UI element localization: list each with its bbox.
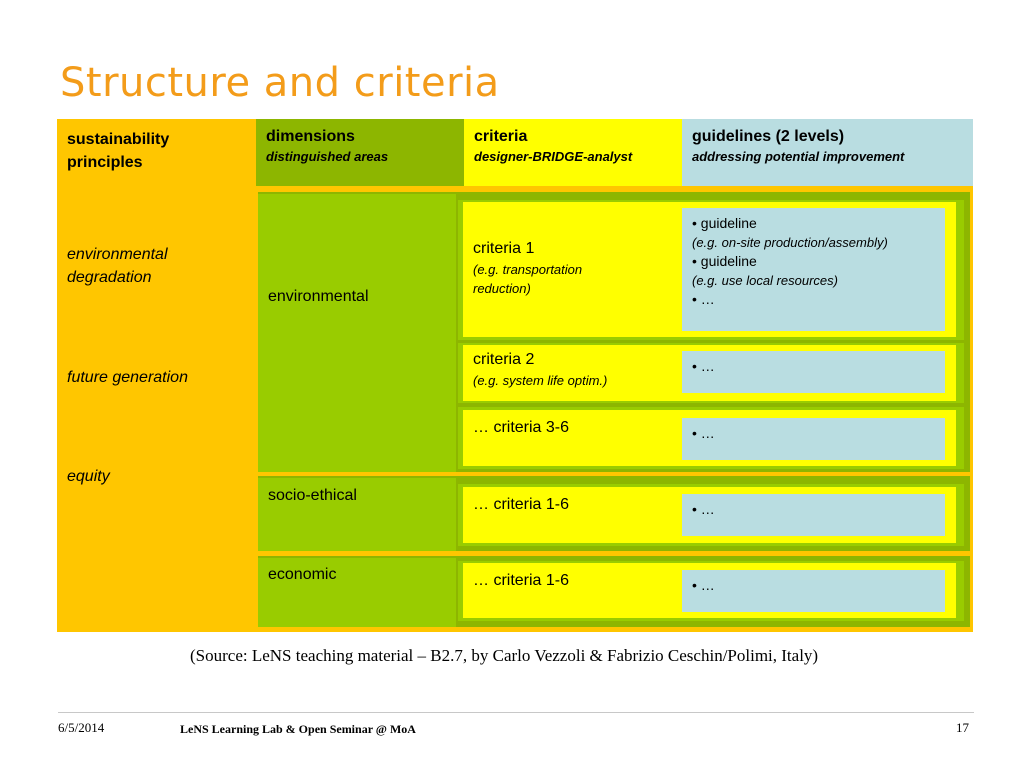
- criteria-header: [464, 119, 682, 186]
- guideline-3: • …: [692, 291, 715, 307]
- criteria-1-example: (e.g. transportation reduction): [473, 262, 583, 296]
- dimension-environmental-cell: [258, 194, 456, 472]
- page-number: 17: [956, 720, 969, 735]
- criteria-2-label: criteria 2: [473, 351, 535, 368]
- guideline-1: • guideline: [692, 215, 757, 231]
- guideline-row-3: • …: [692, 425, 715, 441]
- guideline-row-4: • …: [692, 501, 715, 517]
- guideline-2: • guideline: [692, 253, 757, 269]
- criteria-5-label: … criteria 1-6: [473, 572, 570, 589]
- criteria-2-example: (e.g. system life optim.): [473, 373, 608, 388]
- guideline-row-5: • …: [692, 577, 715, 593]
- dimensions-header: [256, 119, 464, 186]
- guideline-box-1: [682, 208, 945, 331]
- dimension-environmental: environmental: [268, 288, 369, 305]
- dimensions-header-subtitle: distinguished areas: [266, 149, 389, 164]
- guideline-box-2: [682, 351, 945, 393]
- criteria-4-label: … criteria 1-6: [473, 496, 570, 513]
- guideline-box-5: [682, 570, 945, 612]
- guideline-row-2: • …: [692, 358, 715, 374]
- dimension-economic-cell: [258, 558, 456, 627]
- guideline-box-4: [682, 494, 945, 536]
- criteria-3-label: … criteria 3-6: [473, 419, 570, 436]
- guideline-2-example: (e.g. use local resources): [692, 273, 838, 288]
- dimensions-header-title: dimensions: [266, 128, 355, 145]
- guidelines-header-title: guidelines (2 levels): [692, 128, 845, 145]
- dimension-socio-ethical-cell: [258, 478, 456, 551]
- footer-divider: [58, 712, 974, 713]
- slide-title: Structure and criteria: [60, 60, 500, 106]
- criteria-1-label: criteria 1: [473, 240, 535, 257]
- criteria-header-title: criteria: [474, 128, 528, 145]
- footer-date: 6/5/2014: [58, 720, 105, 735]
- principle-environmental-degradation: environmental degradation: [67, 246, 168, 286]
- footer-event: LeNS Learning Lab & Open Seminar @ MoA: [180, 722, 416, 736]
- principle-equity: equity: [67, 468, 110, 485]
- guidelines-header-subtitle: addressing potential improvement: [692, 149, 905, 164]
- guidelines-header: [682, 119, 973, 186]
- dimension-socio-ethical: socio-ethical: [268, 487, 357, 504]
- guideline-1-example: (e.g. on-site production/assembly): [692, 235, 888, 250]
- guideline-box-3: [682, 418, 945, 460]
- principle-future-generation: future generation: [67, 369, 188, 386]
- dimension-economic: economic: [268, 566, 337, 583]
- source-citation: (Source: LeNS teaching material – B2.7, by Carlo Vezzoli & Fabrizio Ceschin/Polimi, Italy): [190, 646, 819, 665]
- principles-header: sustainability principles: [67, 131, 170, 171]
- criteria-header-subtitle: designer-BRIDGE-analyst: [474, 149, 633, 164]
